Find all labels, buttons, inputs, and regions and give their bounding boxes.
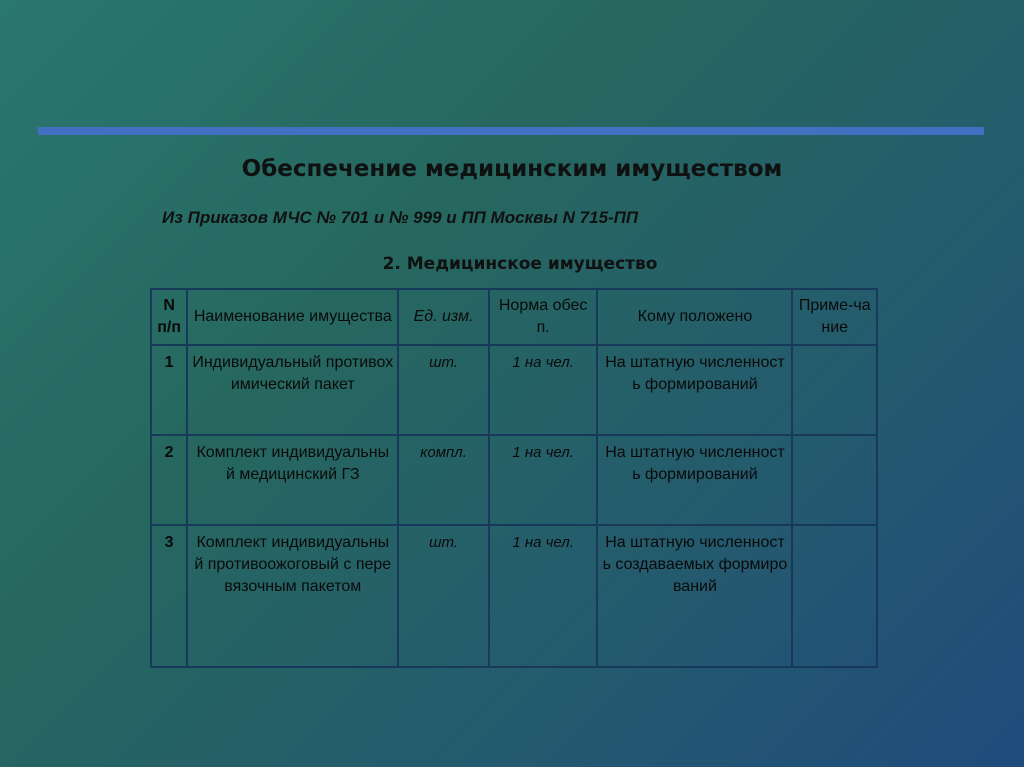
cell-num: 3 [151, 525, 187, 667]
cell-who: На штатную численность создаваемых формирований [597, 525, 792, 667]
table-caption: 2. Медицинское имущество [382, 254, 658, 274]
cell-norm: 1 на чел. [489, 435, 598, 525]
header-unit: Ед. изм. [398, 289, 488, 345]
table-row [151, 345, 877, 435]
header-name: Наименование имущества [187, 289, 398, 345]
cell-who: На штатную численность формирований [597, 435, 792, 525]
header-note: Приме-чание [792, 289, 877, 345]
cell-name: Индивидуальный противохимический пакет [187, 345, 398, 435]
table-header-row [151, 289, 877, 345]
cell-unit: шт. [398, 345, 488, 435]
medical-property-table [150, 288, 878, 668]
header-num: N п/п [151, 289, 187, 345]
cell-num: 2 [151, 435, 187, 525]
cell-num: 1 [151, 345, 187, 435]
cell-name: Комплект индивидуальный медицинский ГЗ [187, 435, 398, 525]
cell-note [792, 525, 877, 667]
cell-unit: шт. [398, 525, 488, 667]
cell-name: Комплект индивидуальный противоожоговый с перевязочным пакетом [187, 525, 398, 667]
slide-title: Обеспечение медицинским имуществом [241, 156, 783, 182]
title-underline-rule [38, 127, 984, 135]
header-norm: Норма обесп. [489, 289, 598, 345]
cell-who: На штатную численность формирований [597, 345, 792, 435]
table-row [151, 525, 877, 667]
source-reference: Из Приказов МЧС № 701 и № 999 и ПП Москвы N 715-ПП [162, 208, 639, 227]
cell-note [792, 435, 877, 525]
cell-norm: 1 на чел. [489, 345, 598, 435]
cell-norm: 1 на чел. [489, 525, 598, 667]
header-who: Кому положено [597, 289, 792, 345]
cell-unit: компл. [398, 435, 488, 525]
cell-note [792, 345, 877, 435]
table-row [151, 435, 877, 525]
